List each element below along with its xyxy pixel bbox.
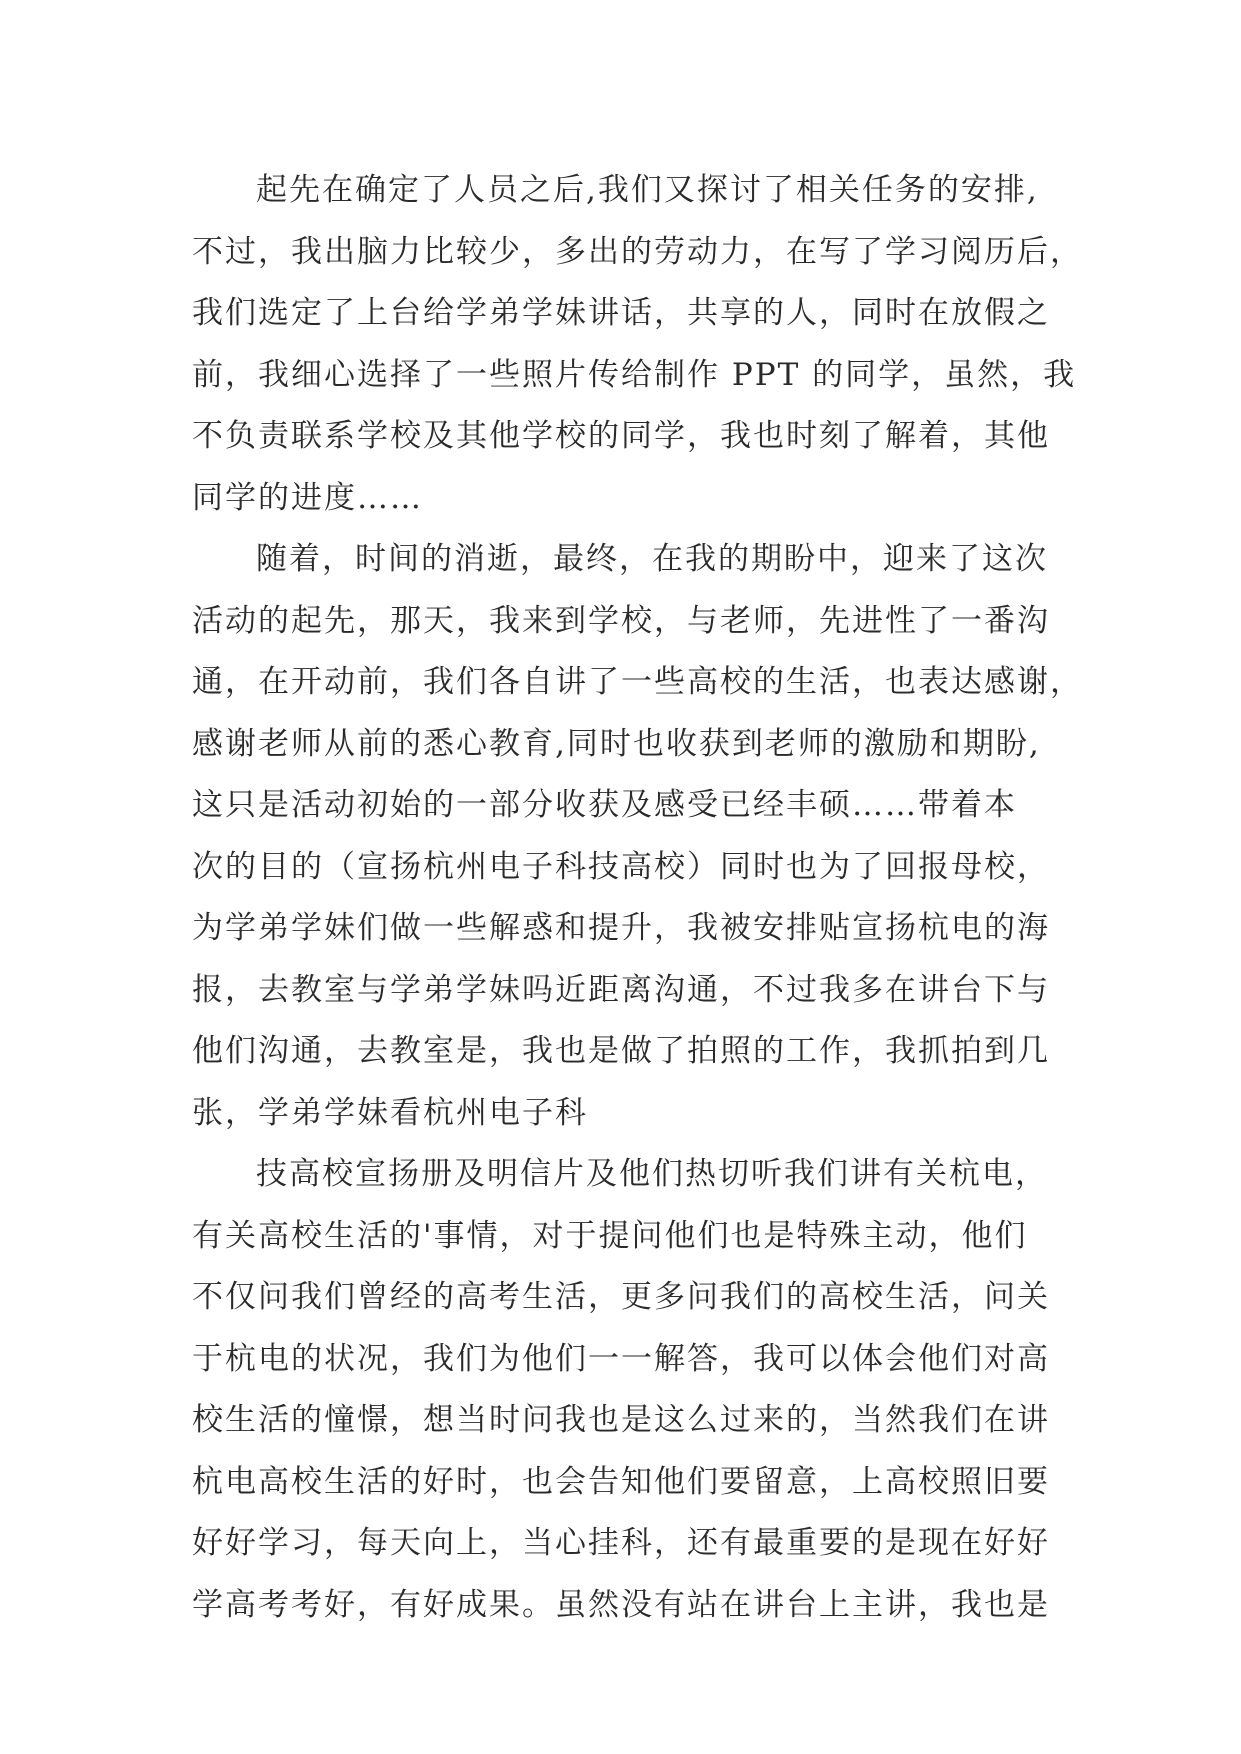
text-line: 不仅问我们曾经的高考生活，更多问我们的高校生活，问关 xyxy=(192,1279,1050,1315)
body-text xyxy=(192,160,1083,1636)
text-line: 通，在开动前，我们各自讲了一些高校的生活，也表达感谢， xyxy=(192,664,1083,700)
text-line: 杭电高校生活的好时，也会告知他们要留意，上高校照旧要 xyxy=(192,1463,1050,1500)
text-line: 起先在确定了人员之后,我们又探讨了相关任务的安排, xyxy=(256,172,1039,208)
text-line: 校生活的憧憬，想当时问我也是这么过来的，当然我们在讲 xyxy=(192,1402,1050,1438)
text-line: 学高考考好，有好成果。虽然没有站在讲台上主讲，我也是 xyxy=(192,1586,1050,1623)
text-line: 报，去教室与学弟学妹吗近距离沟通，不过我多在讲台下与 xyxy=(192,971,1050,1008)
text-line: 为学弟学妹们做一些解惑和提升，我被安排贴宣扬杭电的海 xyxy=(192,910,1050,946)
text-line: 我们选定了上台给学弟学妹讲话，共享的人，同时在放假之 xyxy=(192,295,1050,331)
text-line: 次的目的（宣扬杭州电子科技高校）同时也为了回报母校， xyxy=(192,848,1050,885)
text-line: 前，我细心选择了一些照片传给制作 PPT 的同学，虽然，我 xyxy=(192,356,1077,393)
text-line: 于杭电的状况，我们为他们一一解答，我可以体会他们对高 xyxy=(192,1340,1050,1377)
text-line: 技高校宣扬册及明信片及他们热切听我们讲有关杭电， xyxy=(256,1156,1048,1192)
text-line: 不过，我出脑力比较少，多出的劳动力，在写了学习阅历后， xyxy=(192,233,1083,270)
text-line: 不负责联系学校及其他学校的同学，我也时刻了解着，其他 xyxy=(192,418,1050,454)
text-line: 他们沟通，去教室是，我也是做了拍照的工作，我抓拍到几 xyxy=(192,1033,1050,1069)
text-line: 同学的进度…… xyxy=(192,479,423,516)
text-line: 好好学习，每天向上，当心挂科，还有最重要的是现在好好 xyxy=(192,1525,1050,1561)
text-line: 活动的起先，那天，我来到学校，与老师，先进性了一番沟 xyxy=(192,602,1050,639)
text-line: 有关高校生活的'事情，对于提问他们也是特殊主动，他们 xyxy=(192,1217,1028,1254)
text-line: 张，学弟学妹看杭州电子科 xyxy=(192,1094,588,1131)
text-line: 感谢老师从前的悉心教育,同时也收获到老师的激励和期盼, xyxy=(192,725,1041,762)
text-line: 随着，时间的消逝，最终，在我的期盼中，迎来了这次 xyxy=(256,541,1048,577)
text-line: 这只是活动初始的一部分收获及感受已经丰硕……带着本 xyxy=(192,787,1017,823)
